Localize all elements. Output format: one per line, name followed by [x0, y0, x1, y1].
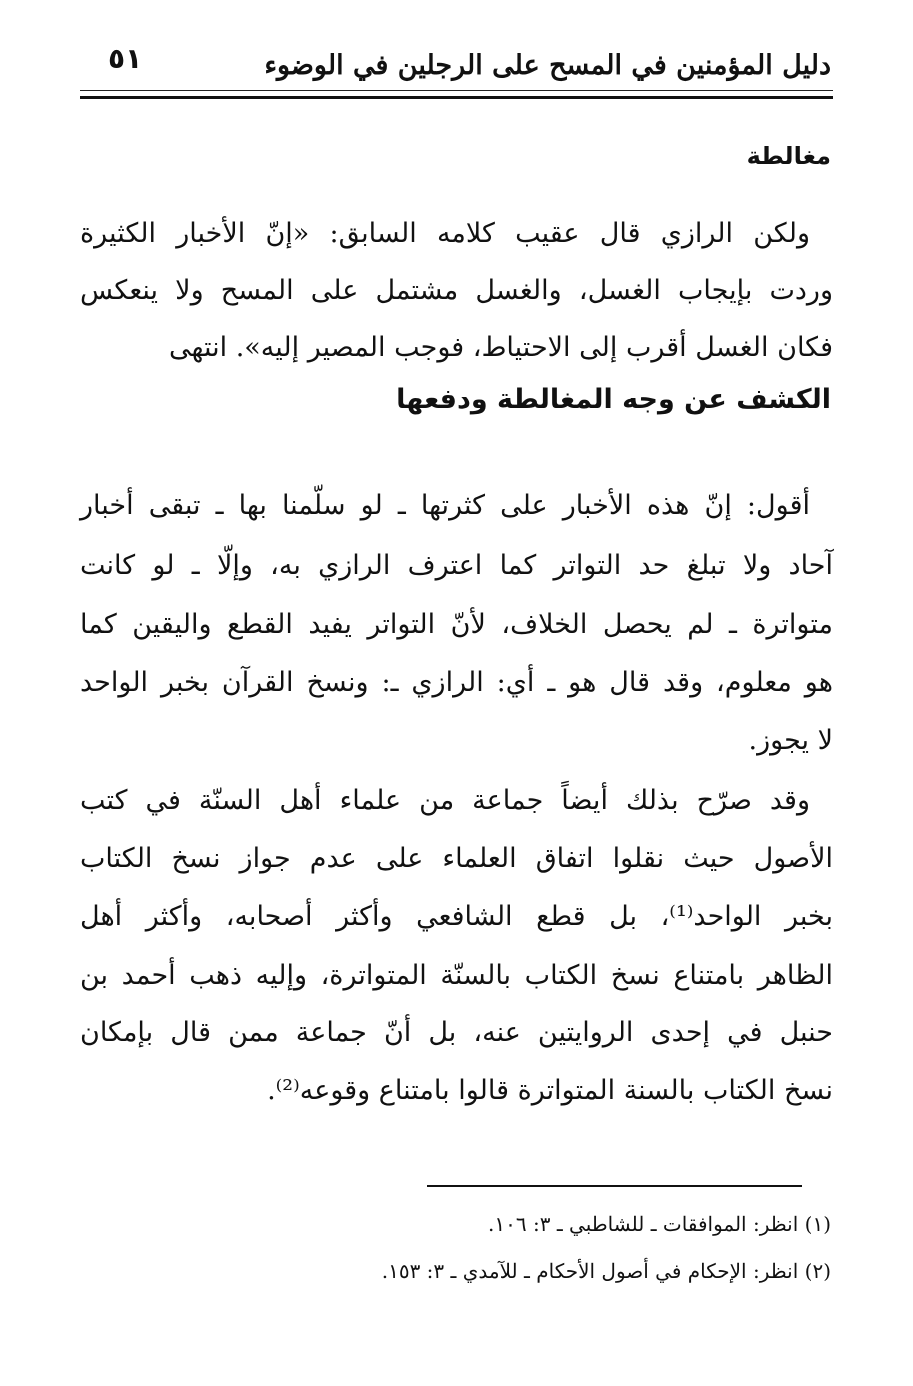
paragraph-line: فكان الغسل أقرب إلى الاحتياط، فوجب المصير إليه». انتهى — [169, 332, 833, 363]
paragraph-line: الأصول حيث نقلوا اتفاق العلماء على عدم جواز نسخ الكتاب — [80, 843, 833, 874]
paragraph-line: لا يجوز. — [748, 725, 833, 756]
paragraph-line: الظاهر بامتناع نسخ الكتاب بالسنّة المتواترة، وإليه ذهب أحمد بن — [80, 960, 833, 991]
header-rule-thick — [80, 96, 833, 99]
running-title: دليل المؤمنين في المسح على الرجلين في الوضوء — [264, 50, 831, 81]
paragraph-line: نسخ الكتاب بالسنة المتواترة قالوا بامتناع وقوعه⁽²⁾. — [267, 1075, 833, 1106]
footnote-2: (٢) انظر: الإحكام في أصول الأحكام ـ للآمدي ـ ٣: ١٥٣. — [381, 1259, 831, 1283]
paragraph-line: أقول: إنّ هذه الأخبار على كثرتها ـ لو سلّمنا بها ـ تبقى أخبار — [80, 490, 810, 521]
paragraph-line: آحاد ولا تبلغ حد التواتر كما اعترف الرازي به، وإلّا ـ لو كانت — [80, 550, 833, 581]
subheading: مغالطة — [746, 142, 831, 170]
page-number: ٥١ — [108, 42, 143, 75]
paragraph-line: وردت بإيجاب الغسل، والغسل مشتمل على المسح ولا ينعكس — [80, 275, 833, 306]
paragraph-line: حنبل في إحدى الروايتين عنه، بل أنّ جماعة ممن قال بإمكان — [80, 1017, 833, 1048]
footnote-1: (١) انظر: الموافقات ـ للشاطبي ـ ٣: ١٠٦. — [488, 1212, 831, 1236]
paragraph-line: متواترة ـ لم يحصل الخلاف، لأنّ التواتر يفيد القطع واليقين كما — [80, 609, 833, 640]
header-rule-thin — [80, 90, 833, 91]
paragraph-line: هو معلوم، وقد قال هو ـ أي: الرازي ـ: ونسخ القرآن بخبر الواحد — [80, 667, 833, 698]
paragraph-line: بخبر الواحد⁽¹⁾، بل قطع الشافعي وأكثر أصحابه، وأكثر أهل — [80, 901, 833, 932]
footnote-rule — [427, 1185, 802, 1187]
paragraph-line: ولكن الرازي قال عقيب كلامه السابق: «إنّ الأخبار الكثيرة — [80, 218, 810, 249]
section-heading: الكشف عن وجه المغالطة ودفعها — [396, 384, 831, 415]
paragraph-line: وقد صرّح بذلك أيضاً جماعة من علماء أهل السنّة في كتب — [80, 785, 810, 816]
